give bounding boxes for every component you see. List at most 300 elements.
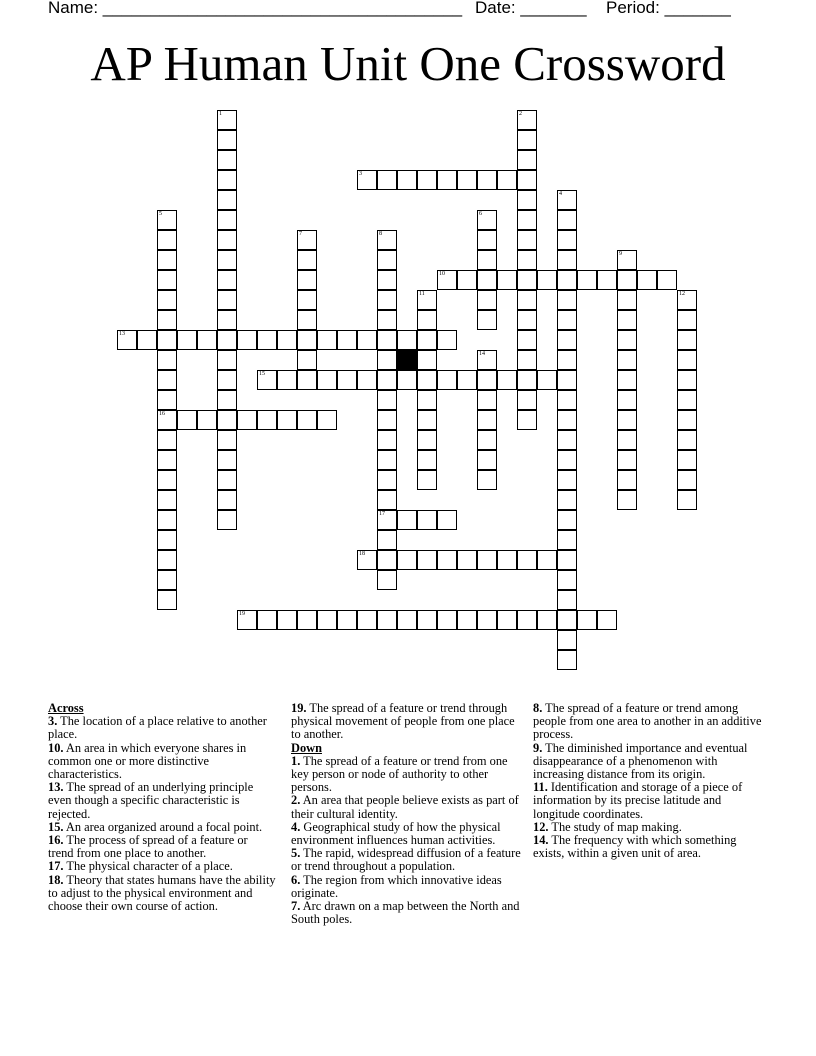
crossword-cell[interactable]	[617, 370, 637, 390]
crossword-cell[interactable]	[377, 470, 397, 490]
crossword-cell[interactable]	[617, 490, 637, 510]
clue-text: The diminished importance and eventual disappearance of a phenomenon with increasing distance from its origin.	[533, 740, 748, 782]
clue-number: 14.	[533, 833, 549, 848]
cell-number: 7	[299, 231, 302, 237]
crossword-cell[interactable]	[217, 170, 237, 190]
crossword-cell[interactable]	[377, 490, 397, 510]
crossword-cell[interactable]	[557, 430, 577, 450]
crossword-cell[interactable]	[377, 430, 397, 450]
crossword-cell[interactable]	[677, 370, 697, 390]
crossword-cell[interactable]	[677, 450, 697, 470]
crossword-cell[interactable]	[417, 170, 437, 190]
crossword-cell[interactable]	[377, 450, 397, 470]
crossword-cell[interactable]	[417, 470, 437, 490]
crossword-cell[interactable]	[157, 510, 177, 530]
crossword-cell[interactable]	[257, 410, 277, 430]
crossword-cell[interactable]	[557, 590, 577, 610]
crossword-cell[interactable]	[157, 370, 177, 390]
crossword-cell[interactable]	[317, 370, 337, 390]
crossword-cell[interactable]	[117, 330, 137, 350]
crossword-cell[interactable]	[617, 390, 637, 410]
crossword-cell[interactable]	[557, 550, 577, 570]
cell-number: 16	[159, 411, 165, 417]
crossword-cell[interactable]	[377, 250, 397, 270]
crossword-cell[interactable]	[557, 630, 577, 650]
crossword-cell[interactable]	[497, 550, 517, 570]
crossword-cell[interactable]	[377, 170, 397, 190]
crossword-cell[interactable]	[157, 570, 177, 590]
crossword-cell[interactable]	[157, 310, 177, 330]
crossword-cell[interactable]	[517, 110, 537, 130]
crossword-cell[interactable]	[417, 510, 437, 530]
crossword-cell[interactable]	[557, 490, 577, 510]
crossword-cell[interactable]	[357, 550, 377, 570]
crossword-cell[interactable]	[157, 270, 177, 290]
crossword-cell[interactable]	[557, 610, 577, 630]
clue-text: The study of map making.	[548, 819, 682, 834]
clue-text: An area organized around a focal point.	[63, 819, 263, 834]
crossword-cell[interactable]	[417, 290, 437, 310]
crossword-cell[interactable]	[377, 310, 397, 330]
crossword-cell[interactable]	[677, 350, 697, 370]
crossword-cell[interactable]	[377, 330, 397, 350]
crossword-cell[interactable]	[617, 350, 637, 370]
crossword-cell[interactable]	[157, 230, 177, 250]
clue-number: 19.	[291, 701, 307, 715]
clue-number: 6.	[291, 872, 301, 887]
crossword-cell[interactable]	[477, 230, 497, 250]
crossword-cell[interactable]	[457, 550, 477, 570]
crossword-cell[interactable]	[477, 370, 497, 390]
crossword-cell[interactable]	[597, 610, 617, 630]
crossword-cell[interactable]	[157, 530, 177, 550]
crossword-cell[interactable]	[617, 330, 637, 350]
crossword-cell[interactable]	[377, 370, 397, 390]
crossword-cell[interactable]	[517, 550, 537, 570]
crossword-cell[interactable]	[377, 570, 397, 590]
crossword-cell[interactable]	[517, 130, 537, 150]
crossword-cell[interactable]	[157, 390, 177, 410]
crossword-cell[interactable]	[297, 350, 317, 370]
clue-text: The location of a place relative to another place.	[48, 714, 267, 742]
crossword-cell[interactable]	[437, 550, 457, 570]
crossword-cell[interactable]	[297, 290, 317, 310]
crossword-cell[interactable]	[457, 170, 477, 190]
clue-number: 15.	[48, 819, 64, 834]
crossword-cell[interactable]	[417, 310, 437, 330]
cell-number: 13	[119, 331, 125, 337]
crossword-cell[interactable]	[217, 330, 237, 350]
clue-number: 5.	[291, 846, 301, 861]
crossword-cell[interactable]	[677, 390, 697, 410]
crossword-cell[interactable]	[437, 610, 457, 630]
crossword-cell[interactable]	[217, 210, 237, 230]
crossword-cell[interactable]	[357, 370, 377, 390]
crossword-cell[interactable]	[537, 370, 557, 390]
clue-number: 3.	[48, 714, 58, 729]
cell-number: 6	[479, 211, 482, 217]
crossword-cell[interactable]	[557, 510, 577, 530]
crossword-cell[interactable]	[217, 490, 237, 510]
crossword-cell[interactable]	[417, 410, 437, 430]
crossword-cell[interactable]	[257, 370, 277, 390]
crossword-cell[interactable]	[557, 650, 577, 670]
crossword-cell[interactable]	[217, 350, 237, 370]
crossword-cell[interactable]	[557, 190, 577, 210]
clue-14	[533, 834, 765, 860]
crossword-cell[interactable]	[417, 450, 437, 470]
clue-19	[291, 702, 527, 742]
across-heading: Across	[48, 701, 84, 715]
crossword-cell[interactable]	[617, 290, 637, 310]
cell-number: 18	[359, 551, 365, 557]
crossword-cell[interactable]	[517, 310, 537, 330]
crossword-cell[interactable]	[217, 230, 237, 250]
crossword-cell[interactable]	[377, 290, 397, 310]
crossword-cell[interactable]	[237, 330, 257, 350]
clue-8	[533, 702, 765, 742]
crossword-cell[interactable]	[657, 270, 677, 290]
period-field-label[interactable]: Period: _______	[606, 0, 731, 17]
crossword-cell[interactable]	[217, 470, 237, 490]
crossword-cell[interactable]	[417, 390, 437, 410]
crossword-cell[interactable]	[157, 350, 177, 370]
crossword-cell[interactable]	[557, 410, 577, 430]
crossword-cell[interactable]	[557, 330, 577, 350]
crossword-cell[interactable]	[157, 470, 177, 490]
clue-number: 16.	[48, 833, 64, 848]
cell-number: 9	[619, 251, 622, 257]
crossword-cell[interactable]	[477, 270, 497, 290]
cell-number: 12	[679, 291, 685, 297]
clue-10	[48, 742, 276, 782]
page-title: AP Human Unit One Crossword	[90, 36, 726, 91]
clue-number: 10.	[48, 740, 64, 755]
crossword-cell[interactable]	[337, 330, 357, 350]
crossword-cell[interactable]	[577, 610, 597, 630]
crossword-cell[interactable]	[417, 350, 437, 370]
clue-number: 18.	[48, 872, 64, 887]
crossword-cell[interactable]	[297, 610, 317, 630]
crossword-cell[interactable]	[217, 270, 237, 290]
crossword-cell[interactable]	[517, 250, 537, 270]
clue-13	[48, 781, 276, 821]
crossword-cell[interactable]	[377, 610, 397, 630]
crossword-cell[interactable]	[177, 410, 197, 430]
clue-number: 7.	[291, 899, 301, 914]
crossword-cell[interactable]	[597, 270, 617, 290]
clue-3	[48, 715, 276, 741]
crossword-cell[interactable]	[217, 390, 237, 410]
crossword-cell[interactable]	[317, 610, 337, 630]
crossword-cell[interactable]	[517, 150, 537, 170]
crossword-cell[interactable]	[317, 330, 337, 350]
crossword-cell[interactable]	[217, 410, 237, 430]
clue-column-2	[291, 702, 527, 926]
crossword-cell[interactable]	[477, 310, 497, 330]
crossword-cell[interactable]	[377, 270, 397, 290]
crossword-cell[interactable]	[437, 170, 457, 190]
clue-5	[291, 847, 527, 873]
clue-text: An area that people believe exists as part of their cultural identity.	[291, 793, 519, 821]
crossword-cell[interactable]	[217, 310, 237, 330]
crossword-cell[interactable]	[437, 270, 457, 290]
crossword-cell[interactable]	[377, 350, 397, 370]
crossword-cell[interactable]	[557, 530, 577, 550]
crossword-cell[interactable]	[477, 390, 497, 410]
crossword-cell[interactable]	[557, 270, 577, 290]
crossword-cell[interactable]	[197, 330, 217, 350]
crossword-cell[interactable]	[237, 410, 257, 430]
crossword-cell[interactable]	[557, 370, 577, 390]
name-field-label[interactable]: Name: ______________________________________	[48, 0, 463, 17]
crossword-cell[interactable]	[237, 610, 257, 630]
crossword-cell[interactable]	[217, 110, 237, 130]
cell-number: 8	[379, 231, 382, 237]
clue-4	[291, 821, 527, 847]
clue-text: The rapid, widespread diffusion of a feature or trend throughout a population.	[291, 846, 521, 874]
crossword-cell[interactable]	[557, 570, 577, 590]
crossword-cell[interactable]	[417, 330, 437, 350]
crossword-cell[interactable]	[217, 450, 237, 470]
crossword-cell[interactable]	[617, 410, 637, 430]
clue-text: The region from which innovative ideas originate.	[291, 872, 502, 900]
crossword-cell[interactable]	[477, 470, 497, 490]
crossword-cell[interactable]	[637, 270, 657, 290]
crossword-cell[interactable]	[157, 290, 177, 310]
clue-text: The physical character of a place.	[63, 859, 233, 874]
crossword-cell[interactable]	[677, 490, 697, 510]
crossword-cell[interactable]	[377, 530, 397, 550]
crossword-cell[interactable]	[457, 610, 477, 630]
crossword-cell[interactable]	[297, 310, 317, 330]
date-field-label[interactable]: Date: _______	[475, 0, 587, 17]
crossword-cell[interactable]	[217, 190, 237, 210]
crossword-cell[interactable]	[477, 450, 497, 470]
crossword-cell[interactable]	[357, 610, 377, 630]
clue-1	[291, 755, 527, 795]
crossword-cell[interactable]	[677, 290, 697, 310]
crossword-cell[interactable]	[417, 550, 437, 570]
crossword-cell[interactable]	[517, 330, 537, 350]
crossword-cell[interactable]	[177, 330, 197, 350]
clue-text: Identification and storage of a piece of information by its precise latitude and longitude coordinates.	[533, 780, 743, 821]
crossword-cell[interactable]	[557, 250, 577, 270]
clue-number: 4.	[291, 819, 301, 834]
crossword-cell[interactable]	[417, 610, 437, 630]
down-heading: Down	[291, 740, 322, 755]
clue-9	[533, 742, 765, 782]
cell-number: 19	[239, 611, 245, 617]
clue-number: 11.	[533, 780, 548, 795]
crossword-cell[interactable]	[297, 270, 317, 290]
crossword-cell[interactable]	[517, 350, 537, 370]
crossword-cell[interactable]	[397, 510, 417, 530]
clue-text: The spread of a feature or trend among people from one area to another in an additive process.	[533, 701, 762, 742]
crossword-cell[interactable]	[217, 250, 237, 270]
crossword-cell[interactable]	[297, 330, 317, 350]
crossword-cell[interactable]	[377, 550, 397, 570]
crossword-cell[interactable]	[357, 330, 377, 350]
crossword-cell[interactable]	[297, 250, 317, 270]
student-info-header	[48, 0, 788, 20]
crossword-cell[interactable]	[517, 270, 537, 290]
crossword-cell[interactable]	[377, 410, 397, 430]
cell-number: 10	[439, 271, 445, 277]
cell-number: 15	[259, 371, 265, 377]
crossword-cell[interactable]	[477, 250, 497, 270]
crossword-cell[interactable]	[277, 370, 297, 390]
crossword-cell[interactable]	[677, 470, 697, 490]
crossword-cell[interactable]	[557, 390, 577, 410]
clue-text: Arc drawn on a map between the North and South poles.	[291, 899, 520, 927]
crossword-cell[interactable]	[297, 370, 317, 390]
clue-number: 17.	[48, 859, 64, 874]
crossword-cell[interactable]	[537, 550, 557, 570]
crossword-cell[interactable]	[557, 450, 577, 470]
crossword-cell[interactable]	[537, 270, 557, 290]
crossword-cell[interactable]	[557, 210, 577, 230]
crossword-cell[interactable]	[677, 310, 697, 330]
clue-text: The spread of an underlying principle even though a specific characteristic is rejected.	[48, 780, 254, 821]
clue-2	[291, 794, 527, 820]
crossword-cell[interactable]	[457, 370, 477, 390]
crossword-cell[interactable]	[477, 210, 497, 230]
crossword-cell[interactable]	[397, 330, 417, 350]
crossword-cell[interactable]	[377, 510, 397, 530]
crossword-cell[interactable]	[577, 270, 597, 290]
crossword-cell[interactable]	[497, 270, 517, 290]
crossword-cell[interactable]	[217, 130, 237, 150]
crossword-cell[interactable]	[477, 430, 497, 450]
crossword-cell[interactable]	[517, 190, 537, 210]
crossword-cell[interactable]	[617, 470, 637, 490]
cell-number: 14	[479, 351, 485, 357]
crossword-cell[interactable]	[477, 550, 497, 570]
crossword-cell[interactable]	[557, 230, 577, 250]
clue-11	[533, 781, 765, 821]
crossword-cell[interactable]	[517, 610, 537, 630]
crossword-cell[interactable]	[337, 370, 357, 390]
crossword-cell[interactable]	[397, 170, 417, 190]
crossword-cell[interactable]	[457, 270, 477, 290]
crossword-cell[interactable]	[497, 170, 517, 190]
crossword-cell[interactable]	[397, 610, 417, 630]
crossword-cell[interactable]	[257, 330, 277, 350]
crossword-cell[interactable]	[417, 370, 437, 390]
crossword-cell[interactable]	[617, 310, 637, 330]
crossword-cell[interactable]	[417, 430, 437, 450]
crossword-cell[interactable]	[157, 410, 177, 430]
clue-number: 12.	[533, 819, 549, 834]
clue-number: 8.	[533, 701, 543, 715]
crossword-cell[interactable]	[257, 610, 277, 630]
crossword-cell[interactable]	[437, 330, 457, 350]
clue-number: 9.	[533, 740, 543, 755]
crossword-cell[interactable]	[337, 610, 357, 630]
clue-6	[291, 874, 527, 900]
crossword-cell[interactable]	[557, 310, 577, 330]
crossword-cell[interactable]	[297, 410, 317, 430]
crossword-cell[interactable]	[397, 370, 417, 390]
crossword-cell[interactable]	[517, 290, 537, 310]
crossword-cell[interactable]	[677, 410, 697, 430]
crossword-cell[interactable]	[157, 430, 177, 450]
clue-column-1	[48, 702, 276, 913]
crossword-cell[interactable]	[157, 550, 177, 570]
crossword-cell[interactable]	[217, 150, 237, 170]
crossword-cell[interactable]	[557, 290, 577, 310]
crossword-cell[interactable]	[477, 410, 497, 430]
crossword-cell[interactable]	[377, 390, 397, 410]
crossword-cell[interactable]	[377, 230, 397, 250]
crossword-cell[interactable]	[477, 610, 497, 630]
crossword-cell[interactable]	[157, 590, 177, 610]
crossword-cell[interactable]	[157, 210, 177, 230]
crossword-cell[interactable]	[557, 350, 577, 370]
crossword-cell[interactable]	[217, 430, 237, 450]
crossword-cell[interactable]	[277, 410, 297, 430]
crossword-cell[interactable]	[477, 290, 497, 310]
crossword-cell[interactable]	[617, 430, 637, 450]
crossword-cell[interactable]	[137, 330, 157, 350]
clue-7	[291, 900, 527, 926]
crossword-cell[interactable]	[677, 430, 697, 450]
cell-number: 11	[419, 291, 425, 297]
crossword-cell[interactable]	[557, 470, 577, 490]
cell-number: 17	[379, 511, 385, 517]
crossword-cell[interactable]	[517, 230, 537, 250]
crossword-cell[interactable]	[517, 390, 537, 410]
clue-16	[48, 834, 276, 860]
crossword-cell[interactable]	[397, 550, 417, 570]
crossword-cell[interactable]	[157, 450, 177, 470]
crossword-cell[interactable]	[317, 410, 337, 430]
crossword-cell[interactable]	[157, 490, 177, 510]
crossword-cell[interactable]	[537, 610, 557, 630]
clue-text: The frequency with which something exists, within a given unit of area.	[533, 833, 737, 861]
crossword-cell[interactable]	[157, 250, 177, 270]
crossword-cell[interactable]	[197, 410, 217, 430]
crossword-cell[interactable]	[157, 330, 177, 350]
crossword-cell[interactable]	[477, 170, 497, 190]
crossword-cell[interactable]	[497, 370, 517, 390]
crossword-cell[interactable]	[297, 230, 317, 250]
crossword-cell[interactable]	[217, 510, 237, 530]
crossword-cell[interactable]	[517, 170, 537, 190]
crossword-cell[interactable]	[517, 370, 537, 390]
crossword-cell[interactable]	[277, 610, 297, 630]
crossword-cell[interactable]	[617, 250, 637, 270]
crossword-cell[interactable]	[477, 350, 497, 370]
clue-text: Geographical study of how the physical environment influences human activities.	[291, 819, 501, 848]
clue-18	[48, 874, 276, 914]
clue-number: 13.	[48, 780, 64, 795]
crossword-cell[interactable]	[217, 290, 237, 310]
crossword-cell[interactable]	[617, 270, 637, 290]
crossword-cell[interactable]	[437, 370, 457, 390]
crossword-cell[interactable]	[677, 330, 697, 350]
crossword-cell[interactable]	[357, 170, 377, 190]
crossword-cell[interactable]	[497, 610, 517, 630]
crossword-cell[interactable]	[277, 330, 297, 350]
crossword-cell[interactable]	[517, 210, 537, 230]
cell-number: 3	[359, 171, 362, 177]
crossword-cell[interactable]	[517, 410, 537, 430]
crossword-cell[interactable]	[437, 510, 457, 530]
crossword-cell[interactable]	[217, 370, 237, 390]
crossword-cell[interactable]	[617, 450, 637, 470]
